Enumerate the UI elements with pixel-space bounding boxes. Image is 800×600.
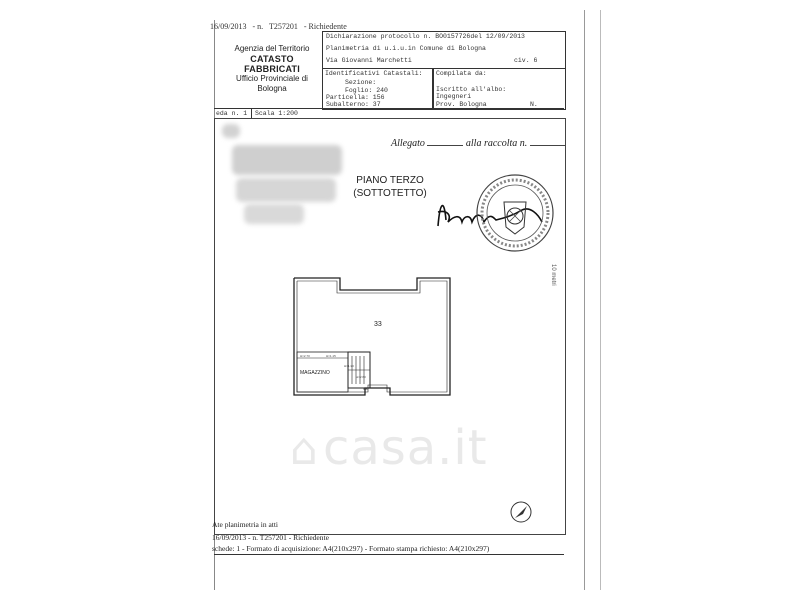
redacted-area-4 <box>244 204 304 224</box>
raccolta-text: alla raccolta n. <box>465 138 528 149</box>
plan-title-line2: (SOTTOTETTO) <box>353 188 427 199</box>
plan-outline <box>294 278 450 395</box>
agency-office: Ufficio Provinciale di <box>236 74 308 83</box>
header-strip <box>210 22 351 31</box>
agency-catasto: CATASTO FABBRICATI <box>244 54 300 74</box>
height-label-2: H=1.15 <box>326 354 336 358</box>
particella-text: Particella: 156 <box>326 94 385 101</box>
room-label-magazzino: MAGAZZINO <box>300 370 330 376</box>
footer-line-2: 16/09/2013 - n. T257201 - Richiedente <box>212 533 329 542</box>
foglio-text: Foglio: 240 <box>345 87 388 94</box>
watermark-text: casa.it <box>322 420 488 476</box>
redacted-area-3 <box>236 178 336 202</box>
iscritto-text: Iscritto all'albo: <box>436 86 507 93</box>
compilata-text: Compilata da: <box>436 70 487 77</box>
scala-text: Scala 1:200 <box>255 110 298 117</box>
official-stamp <box>474 172 556 254</box>
scan-edge-right-outer <box>600 10 601 590</box>
footer-line-1: Ate planimetria in atti <box>212 520 279 529</box>
prov-text: Prov. Bologna <box>436 101 487 108</box>
footer-line-3 <box>212 544 489 553</box>
raccolta-blank <box>530 145 566 146</box>
redacted-area-2 <box>232 145 342 175</box>
subalterno-text: Subalterno: 37 <box>326 101 381 108</box>
scan-edge-right <box>584 10 585 590</box>
agency-city: Bologna <box>257 84 287 93</box>
header-date: 16/09/2013 <box>210 22 247 31</box>
plan-title-line1: PIANO TERZO <box>356 175 424 186</box>
identificativi-text: Identificativi Catastali: <box>325 70 423 77</box>
planimetria-text: Planimetria di u.i.u.in Comune di Bologna <box>326 45 486 52</box>
header-requester: - Richiedente <box>303 22 347 31</box>
allegato-label <box>391 138 566 149</box>
north-arrow-icon <box>509 500 533 524</box>
height-label-4: H=2.60 <box>356 375 366 379</box>
watermark-icon: ⌂ <box>290 424 319 475</box>
agency-name: Agenzia del Territorio <box>234 44 310 53</box>
watermark <box>290 420 488 476</box>
allegato-text: Allegato <box>391 138 425 149</box>
header-request-no: T257201 <box>268 22 298 31</box>
footer-underline <box>214 554 564 555</box>
n-text: N. <box>530 101 538 108</box>
agency-block <box>222 44 322 94</box>
plan-title <box>340 174 440 200</box>
header-separator: - n. <box>252 22 264 31</box>
height-label-1: H=2.70 <box>300 354 310 358</box>
scheda-number: eda n. 1 <box>216 110 248 117</box>
civ-text: civ. 6 <box>514 57 538 64</box>
scheda-divider <box>251 108 252 118</box>
redacted-area-1 <box>222 124 240 138</box>
scheda-line <box>214 108 564 109</box>
footer-line-3a: schede: 1 - Formato di acquisizione: A4(210x297) <box>212 544 363 553</box>
room-number: 33 <box>374 321 382 328</box>
dichiarazione-text: Dichiarazione protocollo n. BO0157726del 12/09/2013 <box>326 33 525 40</box>
scale-side-label: 10 metri <box>550 264 556 286</box>
address-text: Via Giovanni Marchetti <box>326 57 412 64</box>
ingegneri-text: Ingegneri <box>436 93 472 100</box>
stair-number: 43 <box>363 386 368 391</box>
height-label-3: H=1.30 <box>344 364 354 368</box>
sezione-text: Sezione: <box>345 79 377 86</box>
floor-plan <box>290 270 490 400</box>
allegato-blank <box>427 145 463 146</box>
footer-line-3b: - Formato stampa richiesto: A4(210x297) <box>364 544 490 553</box>
